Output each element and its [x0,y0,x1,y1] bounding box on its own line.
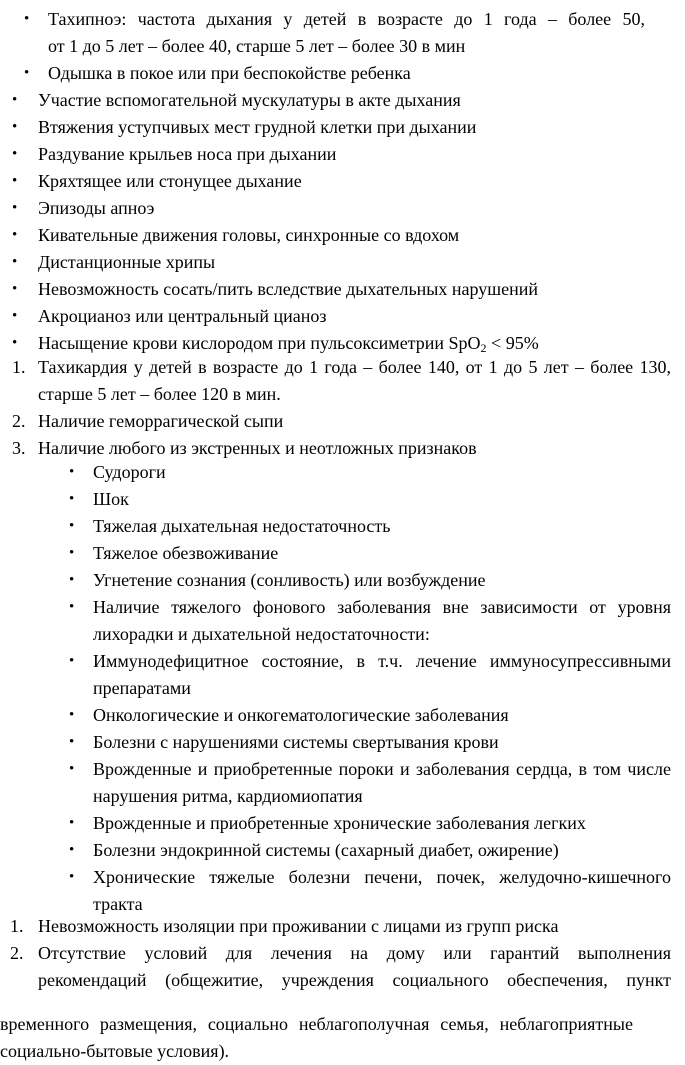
list-item-line-1: Хронические тяжелые болезни печени, почек, желудочно-кишечного [93,867,671,887]
list-number: 1. [12,357,26,377]
list-item-line-1: Отсутствие условий для лечения на дому или гарантий выполнения [38,943,671,963]
list-item [0,540,685,567]
list-item [0,435,685,462]
bullet-icon: • [12,254,18,270]
bullet-icon: • [24,11,30,27]
list-item-text: Дистанционные хрипы [38,252,216,272]
list-item-text: Раздувание крыльев носа при дыхании [38,144,337,164]
list-number: 2. [10,943,24,963]
bullet-icon: • [12,308,18,324]
list-item [0,222,685,249]
list-item-line-1: Тахипноэ: частота дыхания у детей в возрасте до 1 года – более 50, [48,9,645,29]
bullet-icon: • [12,119,18,135]
bullet-icon: • [69,761,75,777]
list-item-text: Судороги [93,462,166,482]
bullet-icon: • [12,92,18,108]
list-item [0,168,685,195]
list-item [0,459,685,486]
list-item-text: Невозможность сосать/пить вследствие дыхательных нарушений [38,279,539,299]
bullet-icon: • [69,842,75,858]
list-item-text: Кряхтящее или стонущее дыхание [38,171,302,191]
list-item [0,864,685,918]
list-item [0,330,685,357]
list-item-text: Акроцианоз или центральный цианоз [38,306,327,326]
list-item [0,648,685,702]
list-item-text: Болезни эндокринной системы (сахарный диабет, ожирение) [93,840,559,860]
bullet-icon: • [12,335,18,351]
list-item [0,303,685,330]
list-item-text: Болезни с нарушениями системы свертывания крови [93,732,499,752]
list-item-line-2: лихорадки и дыхательной недостаточности: [93,624,430,644]
list-item-line-1: Тахикардия у детей в возрасте до 1 года – более 140, от 1 до 5 лет – более 130, [38,357,671,377]
list-item-text: Насыщение крови кислородом при пульсоксиметрии SpO [38,333,481,353]
list-item-text: Наличие любого из экстренных и неотложных признаков [38,438,477,458]
list-item [0,60,685,87]
list-item [0,756,685,810]
list-item-text: Онкологические и онкогематологические заболевания [93,705,509,725]
list-item-line-2: нарушения ритма, кардиомиопатия [93,786,363,806]
list-item-text: Одышка в покое или при беспокойстве ребенка [48,63,411,83]
list-item-text-end: < 95% [486,333,539,353]
list-item [0,87,685,114]
list-item [0,408,685,435]
bullet-icon: • [69,545,75,561]
bullet-icon: • [69,572,75,588]
social-criteria-list [0,913,685,994]
list-item [0,567,685,594]
list-item-line-1: Наличие тяжелого фонового заболевания вне зависимости от уровня [93,597,671,617]
list-item-text: Невозможность изоляции при проживании с лицами из групп риска [38,916,559,936]
bullet-icon: • [12,173,18,189]
bullet-icon: • [69,491,75,507]
numbered-criteria-list [0,354,685,462]
list-item-text: Тяжелая дыхательная недостаточность [93,516,391,536]
bullet-icon: • [69,815,75,831]
bullet-icon: • [12,200,18,216]
bullet-icon: • [12,227,18,243]
list-item [0,114,685,141]
list-item [0,195,685,222]
list-item [0,810,685,837]
list-item-line-2: тракта [93,894,143,914]
bullet-icon: • [69,869,75,885]
list-item-line-1: Иммунодефицитное состояние, в т.ч. лечение иммуносупрессивными [93,651,671,671]
list-item [0,276,685,303]
list-item-text: Врожденные и приобретенные хронические заболевания легких [93,813,586,833]
paragraph-line-1: временного размещения, социально неблагополучная семья, неблагоприятные [0,1014,633,1034]
list-item-text: Наличие геморрагической сыпи [38,411,284,431]
list-item [0,837,685,864]
continuation-paragraph [0,1011,685,1065]
list-item [0,249,685,276]
list-item [0,6,685,60]
list-item [0,141,685,168]
list-item-text: Тяжелое обезвоживание [93,543,279,563]
bullet-icon: • [69,599,75,615]
list-item-text: Угнетение сознания (сонливость) или возбуждение [93,570,486,590]
bullet-icon: • [69,464,75,480]
list-item [0,354,685,408]
list-item-line-2: рекомендаций (общежитие, учреждения социального обеспечения, пункт [38,970,671,990]
bullet-icon: • [69,518,75,534]
bullet-icon: • [24,65,30,81]
paragraph-line-2: социально-бытовые условия). [0,1041,230,1061]
list-item-line-1: Врожденные и приобретенные пороки и заболевания сердца, в том числе [93,759,671,779]
bullet-icon: • [69,734,75,750]
list-number: 3. [12,438,26,458]
bullet-icon: • [69,653,75,669]
list-item-line-2: от 1 до 5 лет – более 40, старше 5 лет – более 30 в мин [48,36,466,56]
respiratory-signs-list [0,87,685,357]
list-item [0,486,685,513]
list-item-line-2: старше 5 лет – более 120 в мин. [38,384,281,404]
list-item-line-2: препаратами [93,678,191,698]
list-number: 2. [12,411,26,431]
list-item [0,594,685,648]
list-item-text: Кивательные движения головы, синхронные со вдохом [38,225,460,245]
list-item [0,729,685,756]
list-item-text: Эпизоды апноэ [38,198,155,218]
list-item [0,940,685,994]
list-item-text: Участие вспомогательной мускулатуры в акте дыхания [38,90,461,110]
subscript-2: 2 [480,341,487,355]
list-item [0,913,685,940]
list-item-text: Шок [93,489,129,509]
list-item [0,513,685,540]
list-number: 1. [10,916,24,936]
tachypnea-list [0,6,685,87]
list-item-text: Втяжения уступчивых мест грудной клетки при дыхании [38,117,477,137]
urgent-signs-list [0,459,685,918]
bullet-icon: • [69,707,75,723]
bullet-icon: • [12,281,18,297]
list-item [0,702,685,729]
bullet-icon: • [12,146,18,162]
